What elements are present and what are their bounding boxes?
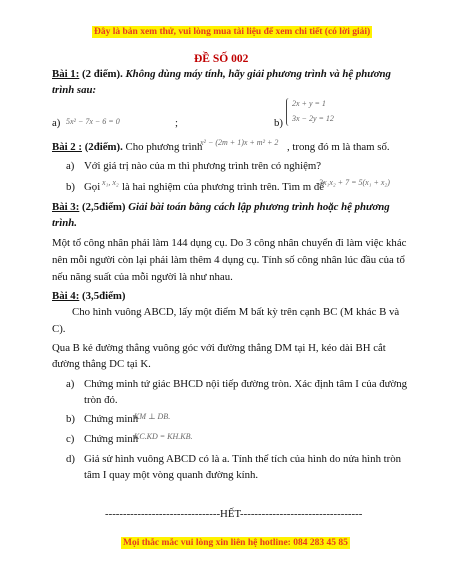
q3-points: (2,5điểm) [82, 201, 126, 213]
q1-points: (2 điểm). [82, 68, 123, 80]
q4-part-b-math: KM ⊥ DB. [134, 412, 171, 421]
q4-part-c-text: Chứng minh [84, 433, 139, 445]
q3-label: Bài 3: [52, 201, 80, 213]
q1-part-a-label: a) [52, 117, 61, 129]
exam-title: ĐỀ SỐ 002 [194, 53, 249, 65]
q2-intro-end: , trong đó m là tham số. [287, 141, 390, 153]
q2-part-a-text: Với giá trị nào của m thì phương trình trên có nghiệm? [84, 160, 322, 172]
q2-intro: Cho phương trình [125, 141, 203, 153]
q3-heading [52, 200, 390, 214]
q4-part-a-label: a) [66, 378, 75, 390]
q4-part-c-math: KC.KD = KH.KB. [134, 432, 193, 441]
q1-part-b-eq1: 2x + y = 1 [292, 99, 326, 108]
q2-part-b-roots: x₁, x₂ [102, 178, 119, 187]
q2-part-b-label: b) [66, 181, 75, 193]
q4-label: Bài 4: [52, 290, 80, 302]
q4-body-line1: Cho hình vuông ABCD, lấy một điểm M bất kỳ trên cạnh BC (M khác B và [72, 306, 400, 318]
q4-heading [52, 289, 125, 303]
q2-points: (2điểm). [84, 141, 123, 153]
q1-separator: ; [175, 117, 178, 129]
q4-body-line2: C). [52, 323, 66, 335]
q2-part-a-label: a) [66, 160, 75, 172]
q4-part-a-line1: Chứng minh tứ giác BHCD nội tiếp đường tròn. Xác định tâm I của đường [84, 378, 407, 390]
end-marker: --------------------------------HẾT---------------------------------- [105, 508, 363, 520]
q2-part-b-text1: Gọi [84, 181, 101, 193]
q1-instruction: Không dùng máy tính, hãy giải phương trình và hệ phương [125, 68, 391, 80]
q3-body-line3: nếu năng suất của mỗi người là như nhau. [52, 271, 233, 283]
q2-label: Bài 2 : [52, 141, 82, 153]
q4-part-c-label: c) [66, 433, 75, 445]
q3-body-line1: Một tổ công nhân phải làm 144 dụng cụ. Do 3 công nhân chuyển đi làm việc khác [52, 237, 407, 249]
q2-heading [52, 140, 202, 154]
q3-body-line2: nên mỗi người còn lại phải làm thêm 4 dụng cụ. Tính số công nhân lúc đầu của tổ [52, 254, 405, 266]
q4-part-d-line2: tâm I quay một vòng quanh đường kính. [84, 469, 259, 481]
q1-part-a-equation: 5x² − 7x − 6 = 0 [66, 117, 120, 126]
q4-part-b-label: b) [66, 413, 75, 425]
q1-part-b-label: b) [274, 117, 283, 129]
q4-body-line4: đường thẳng DC tại K. [52, 358, 151, 370]
q4-part-d-label: d) [66, 453, 75, 465]
header-notice: Đây là bản xem thử, vui lòng mua tài liệu để xem chi tiết (có lời giải) [94, 27, 371, 37]
q4-body-line3: Qua B kẻ đường thẳng vuông góc với đường thẳng DM tại H, kéo dài BH cắt [52, 342, 386, 354]
q2-part-b-condition: 3x₁x₂ + 7 = 5(x₁ + x₂) [319, 178, 390, 187]
q1-label: Bài 1: [52, 68, 80, 80]
q4-part-b-text: Chứng minh [84, 413, 139, 425]
q3-instruction-cont: trình. [52, 217, 77, 229]
q4-part-d-line1: Giả sử hình vuông ABCD có là a. Tính thể tích của hình do nửa hình tròn [84, 453, 402, 465]
q4-points: (3,5điểm) [82, 290, 126, 302]
q1-part-b-eq2: 3x − 2y = 12 [292, 114, 334, 123]
q3-instruction: Giải bài toán bằng cách lập phương trình hoặc hệ phương [128, 201, 390, 213]
q4-part-a-line2: tròn đó. [84, 394, 118, 406]
footer-notice: Mọi thắc mắc vui lòng xin liên hệ hotline: 084 283 45 85 [123, 538, 348, 548]
q1-heading [52, 67, 391, 81]
q1-instruction-cont: trình sau: [52, 84, 97, 96]
system-brace [286, 98, 291, 126]
q2-equation: x² − (2m + 1)x + m² + 2 [200, 138, 279, 147]
q2-part-b-text2: là hai nghiệm của phương trình trên. Tìm m để [122, 181, 325, 193]
